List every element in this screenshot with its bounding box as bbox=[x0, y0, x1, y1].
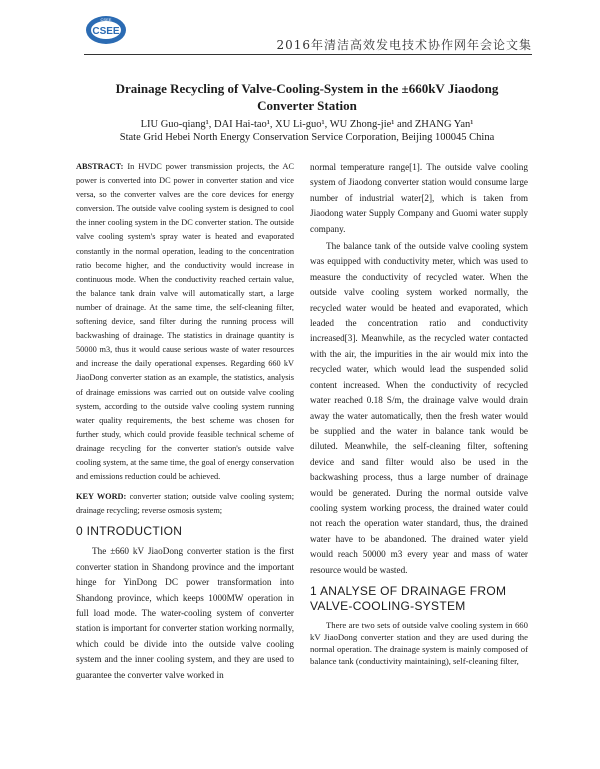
section1-heading-line1: 1 ANALYSE OF DRAINAGE FROM bbox=[310, 583, 507, 598]
right-column bbox=[310, 160, 528, 669]
section1-heading bbox=[310, 584, 528, 614]
intro-heading: 0 INTRODUCTION bbox=[76, 524, 183, 539]
csee-logo-icon bbox=[84, 14, 128, 46]
author-list: LIU Guo-qiang¹, DAI Hai-tao¹, XU Li-guo¹, WU Zhong-jie¹ and ZHANG Yan¹ bbox=[140, 119, 474, 130]
right-paragraph-1: normal temperature range[1]. The outside valve cooling system of Jiaodong converter station would consume large number of industrial water[2], which is taken from Jiaodong water Supply Company and Guomi water supply company. bbox=[310, 162, 528, 234]
paper-title-line1: Drainage Recycling of Valve-Cooling-System in the ±660kV Jiaodong bbox=[115, 81, 499, 96]
keywords-paragraph bbox=[76, 490, 294, 518]
keywords-text: converter station; outside valve cooling system; drainage recycling; reverse osmosis system; bbox=[76, 492, 294, 516]
section1-paragraph: There are two sets of outside valve cooling system in 660 kV JiaoDong converter station and they are used during the normal operation. The drainage system is mainly composed of balance tank (conductivity maintaining), self-cleaning filter, bbox=[310, 619, 528, 666]
right-paragraph-2: The balance tank of the outside valve cooling system was equipped with conductivity meter, which was used to measure the conductivity of recycled water. When the outside valve cooling system worked normally, the recycled water would be heated and evaporated, which leaded the concentration ratio and conductivity increased[3]. Meanwhile, as the recycled water contacted with the air, the impurities in the air would mix into the recycled water, which would lead the suspended solid content increased. When the conductivity of recycled water reached 0.18 S/m, the drainage valve would drain away the water automatically, then the fresh water would be supplied and the water in balance tank would be diluted. Meanwhile, the self-cleaning filter, softening device and sand filter would also be used in the backwashing process, thus a large number of drainage would be generated. During the normal outside valve cooling system working process, the drained water could not reach the operation water standard, thus, the drained water have to be abandoned. The drained water yield would reach 50000 m3 every year and mass of water resource would be wasted. bbox=[310, 241, 528, 575]
affiliation: State Grid Hebei North Energy Conservation Service Corporation, Beijing 100045 China bbox=[119, 132, 495, 143]
abstract-paragraph bbox=[76, 160, 294, 484]
paper-title bbox=[90, 80, 524, 114]
section1-heading-line2: VALVE-COOLING-SYSTEM bbox=[310, 598, 466, 613]
logo-text: CSEE bbox=[92, 26, 120, 37]
keywords-label: KEY WORD: bbox=[76, 492, 127, 502]
intro-paragraph: The ±660 kV JiaoDong converter station is the first converter station in Shandong province and the important hinge for YinDong DC power transformation into Shandong province, which keeps 1000MW operation in full load mode. The water-cooling system of converter station is important for converter station working normally, which could be divide into the outside valve cooling system and the inner cooling system, and they are used to guarantee the converter valve worked in bbox=[76, 546, 294, 680]
logo-ring-text: CSEE bbox=[100, 17, 112, 22]
abstract-label: ABSTRACT: bbox=[76, 162, 124, 171]
header-divider bbox=[84, 54, 532, 55]
conference-title: 2016年清洁高效发电技术协作网年会论文集 bbox=[276, 38, 532, 52]
abstract-text: In HVDC power transmission projects, the AC power is converted into DC power in converter station and vice versa, so the converter valves are the core devices for energy conversion. The outside valve cooling system is designed to cool the inner cooling system in the DC converter station. The outside valve cooling system's spray water is heated and evaporated constantly in the normal operation, leading to the concentration ratio become higher, and the conductivity would increase in continuous mode. When the conductivity reached certain value, the balance tank drain valve will automatically start, a large number of drainage. At the same time, the self-cleaning filter, softening device, sand filter during the running process will backwashing of drainage. The statistics in drainage quantity is 50000 m3, thus it would cause serious waste of water resources and increase the daily operational expenses. Regarding 660 kV JiaoDong converter station as an example, the statistics, analysis of drainage emissions was carried out on outside valve cooling system, according to the outside valve cooling system running water quality requirements, the best scheme was chosen for further study, which could provide feasible technical scheme of drainage recycling for the converter station's outside valve cooling system, at the same time, the goal of energy conservation and emissions reduction could be achieved. bbox=[76, 162, 294, 482]
paper-title-line2: Converter Station bbox=[257, 98, 357, 113]
left-column bbox=[76, 160, 294, 685]
